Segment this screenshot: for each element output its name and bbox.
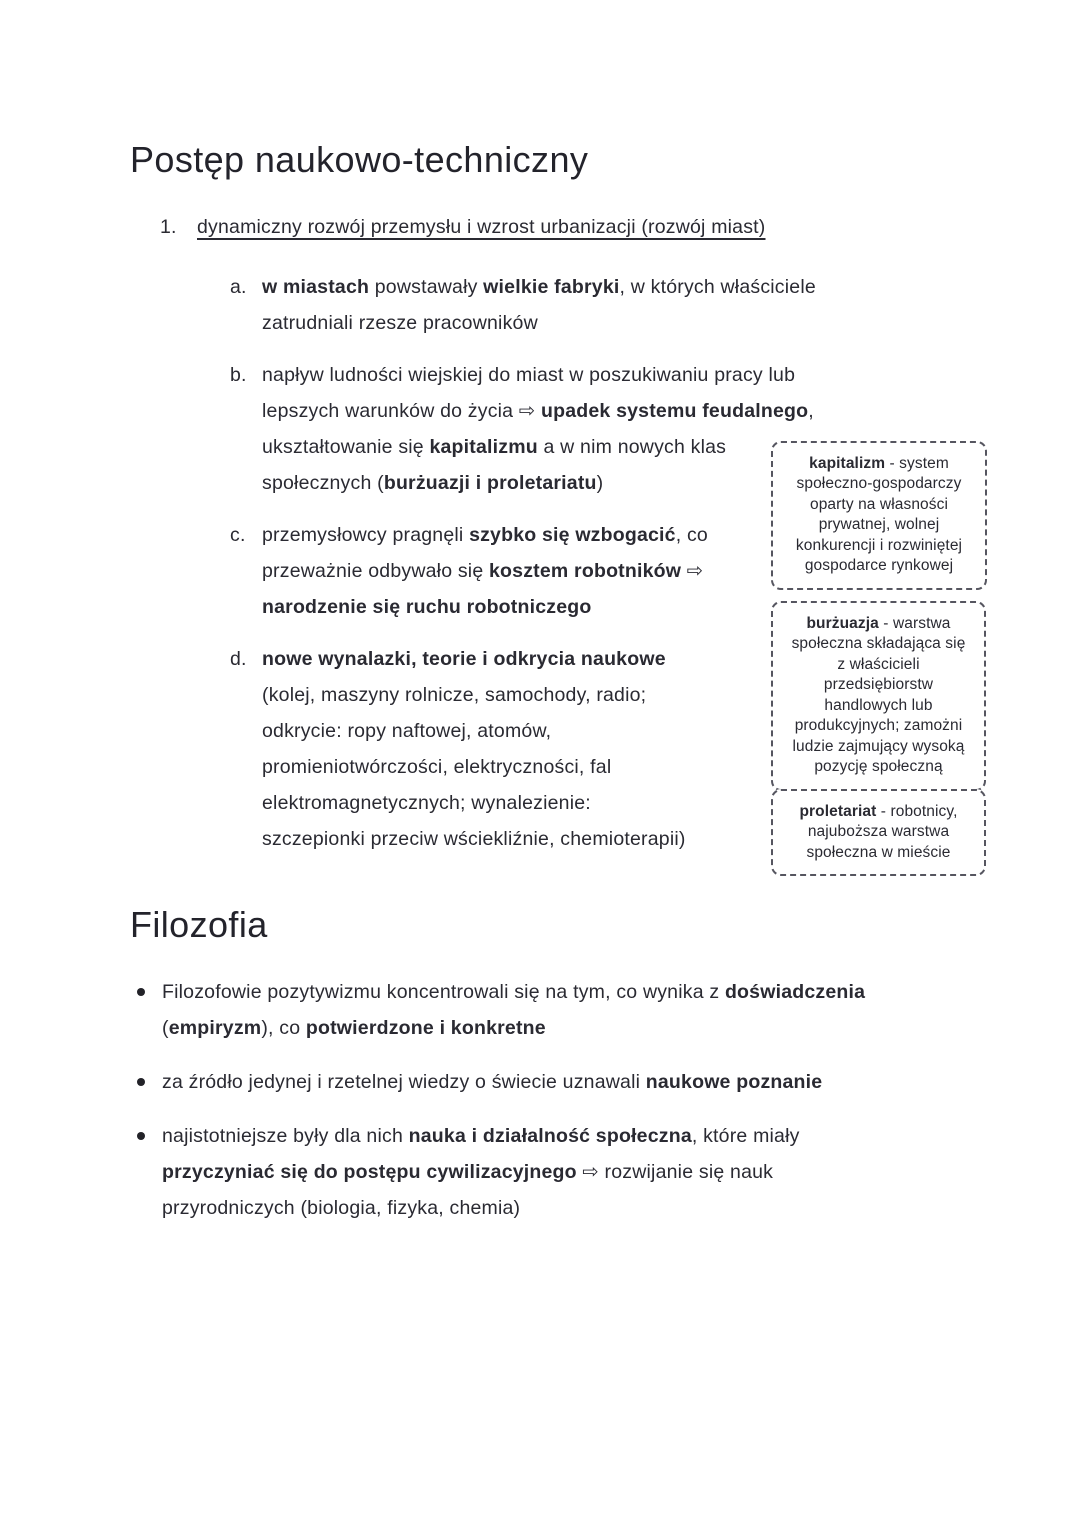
bullet-icon — [137, 988, 145, 996]
subitem-a-label: a. — [230, 276, 247, 299]
definition-box-kapitalizm — [771, 441, 987, 590]
point-text: dynamiczny rozwój przemysłu i wzrost urbanizacji (rozwój miast) — [197, 216, 766, 239]
definition-box-proletariat — [771, 789, 986, 876]
subitem-b-label: b. — [230, 364, 247, 387]
bullet-list — [130, 974, 990, 1226]
definition-burzuazja-text: burżuazja - warstwa społeczna składająca się z właścicieli przedsiębiorstw handlowych lub produkcyjnych; zamożni ludzie zajmujący wysoką pozycję społeczną — [791, 615, 966, 776]
definition-box-burzuazja — [771, 601, 986, 791]
subitem-d-label: d. — [230, 648, 247, 671]
heading-postep-naukowo-techniczny: Postęp naukowo-techniczny — [130, 139, 589, 180]
definition-kapitalizm-text: kapitalizm - system społeczno-gospodarczy oparty na własności prywatnej, wolnej konkurencji i rozwiniętej gospodarce rynkowej — [795, 455, 963, 575]
numbered-point-1 — [160, 209, 990, 245]
bullet-3-text: najistotniejsze były dla nich nauka i działalność społeczna, które miały przyczyniać się do postępu cywilizacyjnego ⇨ rozwijanie się nauk przyrodniczych (biologia, fizyka, chemia) — [162, 1125, 800, 1220]
definition-proletariat-text: proletariat - robotnicy, najuboższa warstwa społeczna w mieście — [799, 803, 958, 861]
point-number: 1. — [160, 216, 177, 239]
bullet-item-1 — [137, 974, 990, 1046]
subitem-c-text: przemysłowcy pragnęli szybko się wzbogacić, co przeważnie odbywało się kosztem robotników ⇨ narodzenie się ruchu robotniczego — [262, 524, 708, 619]
heading-filozofia: Filozofia — [130, 904, 268, 946]
bullet-1-text: Filozofowie pozytywizmu koncentrowali się na tym, co wynika z doświadczenia (empiryzm), co potwierdzone i konkretne — [162, 981, 866, 1040]
bullet-icon — [137, 1132, 145, 1140]
bullet-2-text: za źródło jedynej i rzetelnej wiedzy o świecie uznawali naukowe poznanie — [162, 1071, 823, 1094]
subitem-a-text: w miastach powstawały wielkie fabryki, w których właściciele zatrudniali rzesze pracowników — [262, 276, 816, 335]
subitem-d-text: nowe wynalazki, teorie i odkrycia naukowe (kolej, maszyny rolnicze, samochody, radio; odkrycie: ropy naftowej, atomów, promieniotwórczości, elektryczności, fal elektromagnetycznych; wynalezienie: szczepionki przeciw wściekliźnie, chemioterapii) — [262, 648, 686, 851]
bullet-item-3 — [137, 1118, 990, 1226]
subitem-b-text: napływ ludności wiejskiej do miast w poszukiwaniu pracy lub lepszych warunków do życia ⇨ upadek systemu feudalnego, ukształtowanie się kapitalizmu a w nim nowych klas społecznych (burżuazji i proletariatu) — [262, 364, 814, 495]
bullet-icon — [137, 1078, 145, 1086]
bullet-item-2 — [137, 1064, 990, 1100]
subitem-a — [130, 269, 990, 341]
subitem-c-label: c. — [230, 524, 246, 547]
